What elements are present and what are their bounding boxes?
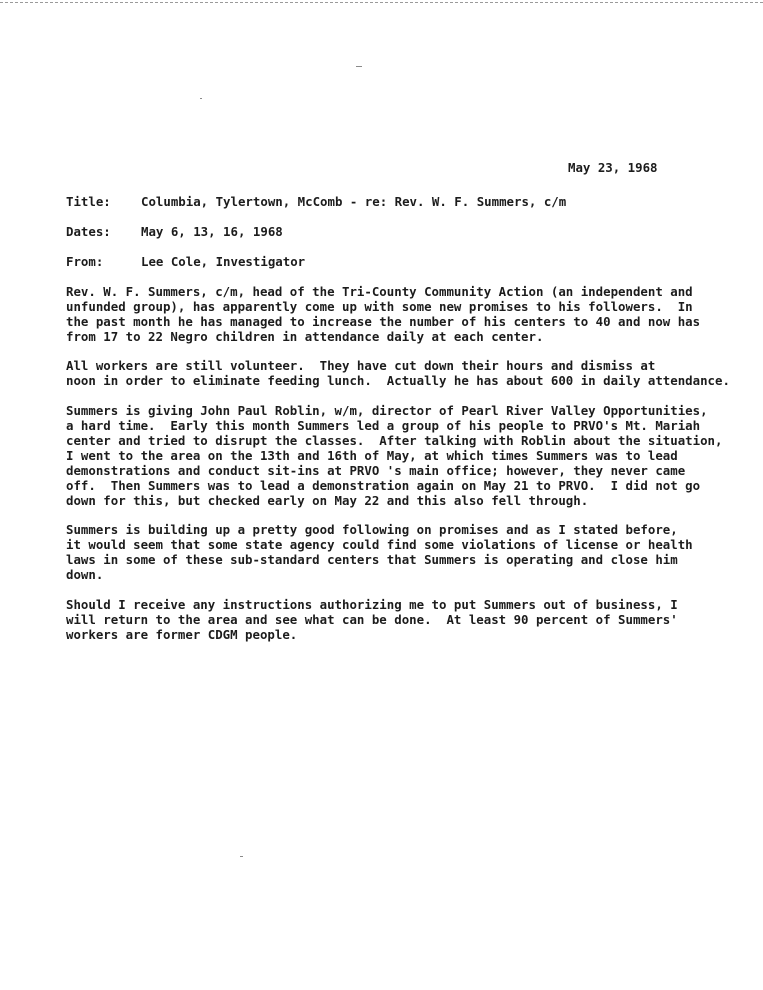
paragraph [66,284,700,344]
text-line: center and tried to disrupt the classes. After talking with Roblin about the situation, [66,433,723,448]
text-line: All workers are still volunteer. They have cut down their hours and dismiss at [66,358,656,373]
paragraph [66,403,722,508]
field-title-value: Columbia, Tylertown, McComb - re: Rev. W. F. Summers, c/m [141,194,567,209]
text-line: Rev. W. F. Summers, c/m, head of the Tri-County Community Action (an independent and [66,284,693,299]
paragraph [66,597,678,642]
field-dates-value: May 6, 13, 16, 1968 [141,224,283,239]
text-line: Summers is building up a pretty good following on promises and as I stated before, [66,522,678,537]
text-line: down for this, but checked early on May 22 and this also fell through. [66,493,589,508]
scan-speck [356,66,362,67]
text-line: unfunded group), has apparently come up with some new promises to his followers. In [66,299,693,314]
scan-speck [240,856,243,857]
scan-speck [200,98,202,99]
text-line: Summers is giving John Paul Roblin, w/m, director of Pearl River Valley Opportunities, [66,403,708,418]
text-line: a hard time. Early this month Summers led a group of his people to PRVO's Mt. Mariah [66,418,701,433]
field-title-label: Title: [66,194,111,209]
text-line: it would seem that some state agency could find some violations of license or health [66,537,693,552]
text-line: demonstrations and conduct sit-ins at PRVO 's main office; however, they never came [66,463,686,478]
text-line: will return to the area and see what can be done. At least 90 percent of Summers' [66,612,678,627]
text-line: down. [66,567,104,582]
text-line: from 17 to 22 Negro children in attendance daily at each center. [66,329,544,344]
field-from-label: From: [66,254,104,269]
field-from-value: Lee Cole, Investigator [141,254,306,269]
text-line: I went to the area on the 13th and 16th of May, at which times Summers was to lead [66,448,678,463]
text-line: Should I receive any instructions authorizing me to put Summers out of business, I [66,597,678,612]
document-date: May 23, 1968 [568,160,658,175]
text-line: noon in order to eliminate feeding lunch. Actually he has about 600 in daily attendance. [66,373,730,388]
scan-top-edge [0,2,763,3]
field-dates-label: Dates: [66,224,111,239]
paragraph [66,522,693,582]
text-line: off. Then Summers was to lead a demonstration again on May 21 to PRVO. I did not go [66,478,701,493]
paragraph [66,358,730,388]
text-line: workers are former CDGM people. [66,627,298,642]
text-line: the past month he has managed to increase the number of his centers to 40 and now has [66,314,701,329]
text-line: laws in some of these sub-standard centers that Summers is operating and close him [66,552,678,567]
